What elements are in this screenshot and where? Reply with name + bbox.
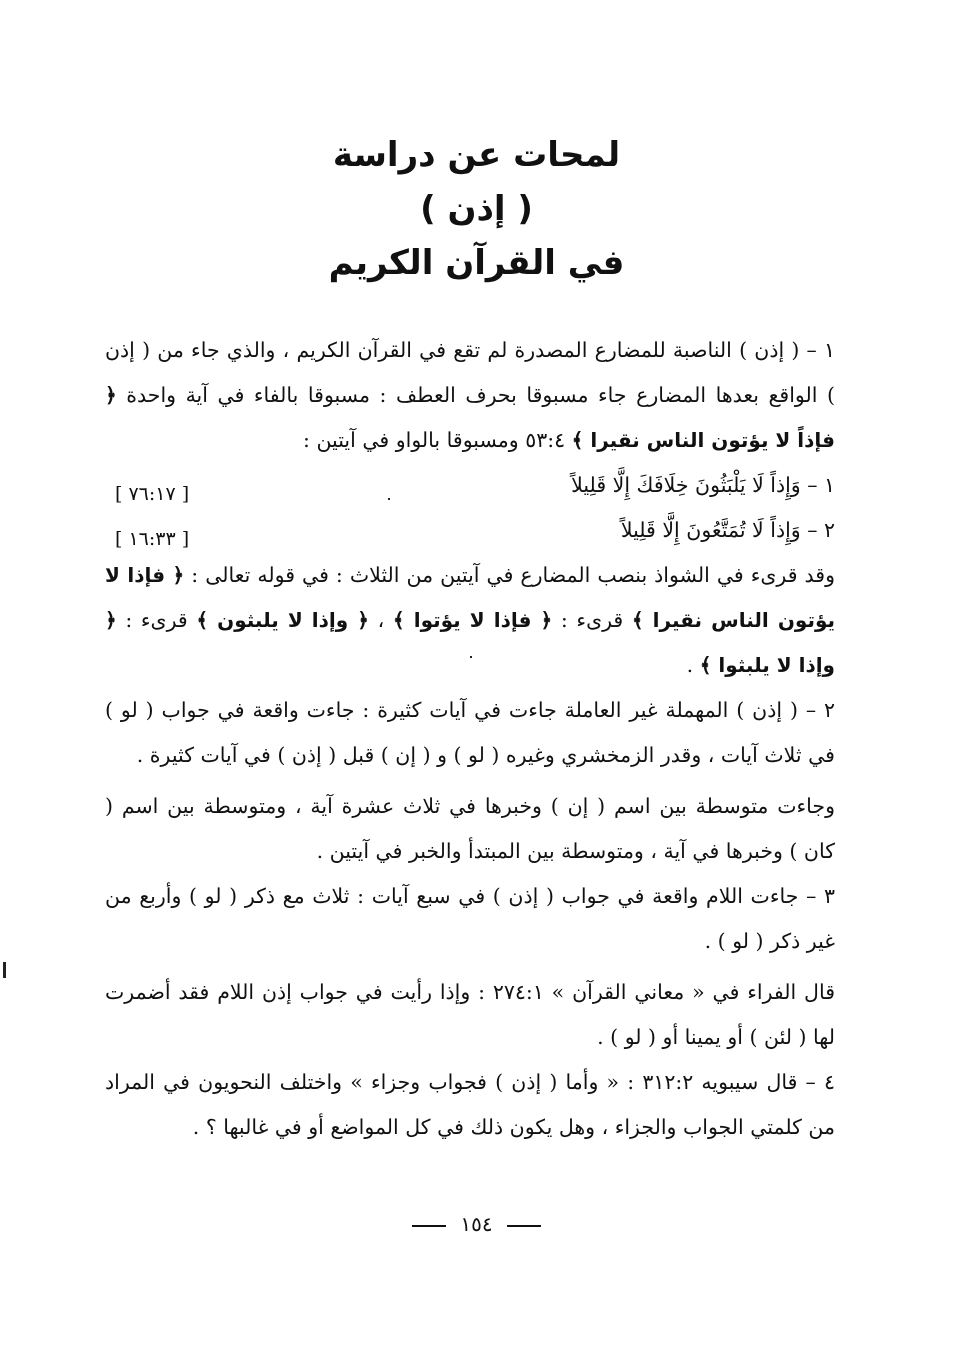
section-4-paragraph-1: ٤ – قال سيبويه ٣١٢:٢ : « وأما ( إذن ) فجواب وجزاء » واختلف النحويون في المراد من كلمتي الجواب والجزاء ، وهل يكون ذلك في كل المواضع أو في غالبها ؟ . bbox=[105, 1070, 835, 1139]
section-2-paragraph-2: وجاءت متوسطة بين اسم ( إن ) وخبرها في ثلاث عشرة آية ، ومتوسطة بين اسم ( كان ) وخبرها في آية ، ومتوسطة بين المبتدأ والخبر في آيتين . bbox=[105, 794, 835, 863]
verse-quote: ﴿ وإذا لا يلبثوا ﴾ bbox=[105, 608, 835, 677]
title-line-3: في القرآن الكريم bbox=[328, 243, 625, 283]
verse-item-1-text: ١ – وَإِذاً لَا يَلْبَثُونَ خِلَافَكَ إِلَّا قَلِيلاً bbox=[571, 473, 835, 497]
verse-quote: ﴿ وإذا لا يلبثون ﴾ bbox=[196, 608, 370, 632]
title-line-2: ( إذن ) bbox=[420, 189, 533, 229]
end-dot: . bbox=[686, 653, 694, 677]
qurria-label: قرىء : bbox=[560, 608, 624, 632]
section-1-intro bbox=[105, 328, 835, 463]
verse-quote: ﴿ فإذا لا يؤتون الناس نقيرا ﴾ bbox=[105, 563, 835, 632]
verse-item-2-ref: [ ١٦:٣٣ ] bbox=[115, 528, 190, 550]
verse-quote: ﴿ فإذا لا يؤتوا ﴾ bbox=[392, 608, 553, 632]
section-3-paragraph-1: ٣ – جاءت اللام واقعة في جواب ( إذن ) في سبع آيات : ثلاث مع ذكر ( لو ) وأربع من غير ذكر ( لو ) . bbox=[105, 884, 835, 953]
shawadh-intro: وقد قرىء في الشواذ بنصب المضارع في آيتين من الثلاث : في قوله تعالى : bbox=[191, 563, 835, 587]
verse-reference: ٥٣:٤ bbox=[525, 428, 566, 452]
section-1-intro-text: ١ – ( إذن ) الناصبة للمضارع المصدرة لم تقع في القرآن الكريم ، والذي جاء من ( إذن ) الواقع بعدها المضارع جاء مسبوقا بحرف العطف : مسبوقا بالفاء في آية واحدة bbox=[105, 338, 835, 407]
separator: ، bbox=[377, 608, 385, 632]
dash-left bbox=[507, 1225, 541, 1227]
verse-quote: ﴿ فإذاً لا يؤتون الناس نقيرا ﴾ bbox=[105, 383, 835, 452]
title-line-1: لمحات عن دراسة bbox=[332, 135, 621, 175]
scan-mark bbox=[3, 962, 6, 978]
verse-item-1-ref: [ ٧٦:١٧ ] bbox=[115, 483, 190, 505]
shawadh-paragraph bbox=[105, 553, 835, 688]
scan-mark bbox=[470, 656, 472, 658]
section-2-paragraph-1: ٢ – ( إذن ) المهملة غير العاملة جاءت في آيات كثيرة : جاءت واقعة في جواب ( لو ) في ثلاث آيات ، وقدر الزمخشري وغيره ( لو ) و ( إن ) قبل ( إذن ) في آيات كثيرة . bbox=[105, 698, 835, 767]
scan-mark bbox=[388, 498, 390, 500]
page-number bbox=[0, 1212, 953, 1236]
qurria-label: قرىء : bbox=[125, 608, 188, 632]
body-text bbox=[105, 328, 835, 1150]
page-title bbox=[0, 128, 953, 290]
verse-item-1 bbox=[105, 463, 835, 508]
dash-right bbox=[412, 1225, 446, 1227]
section-1-intro-tail: ومسبوقا بالواو في آيتين : bbox=[303, 428, 519, 452]
section-3-paragraph-2: قال الفراء في « معاني القرآن » ٢٧٤:١ : وإذا رأيت في جواب إذن اللام فقد أضمرت لها ( لئن ) أو يمينا أو ( لو ) . bbox=[105, 980, 835, 1049]
verse-item-2 bbox=[105, 508, 835, 553]
page-number-text: ١٥٤ bbox=[460, 1212, 493, 1236]
verse-item-2-text: ٢ – وَإِذاً لَا تُمَتَّعُونَ إِلَّا قَلِيلاً bbox=[620, 518, 835, 542]
